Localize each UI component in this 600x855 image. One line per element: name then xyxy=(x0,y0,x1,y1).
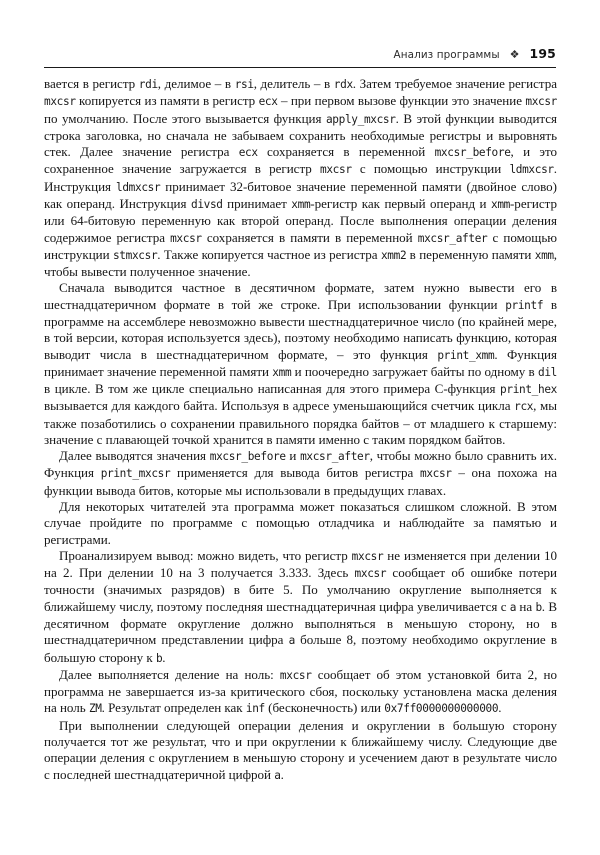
paragraph-5: Проанализируем вывод: можно видеть, что регистр mxcsr не изменяется при делении 10 на 2. При делении 10 на 3 получается 3.333. Здесь mxcsr сообщает об ошибке потери точности (значимых разрядов) в бите 5. По умолчанию округление выполняется к ближайшему числу, поэтому последняя шестнадцатеричная цифра увеличивается с a на b. В десятичном формате округление должно выполняться в меньшую сторону, но в шестнадцатеричном представлении цифра a больше 8, поэтому необходимо округление в большую сторону к b. xyxy=(44,547,557,665)
paragraph-1: вается в регистр rdi, делимое – в rsi, делитель – в rdx. Затем требуемое значение регистра mxcsr копируется из памяти в регистр ecx – при первом вызове функции это значение mxcsr по умолчанию. После этого вызывается функция apply_mxcsr. В этой функции выводится строка заголовка, но сначала не забываем сохранить необходимые регистры и выровнять стек. Далее значение регистра ecx сохраняется в переменной mxcsr_before, и это сохраненное значение загружается в регистр mxcsr с помощью инструкции ldmxcsr. Инструкция ldmxcsr принимает 32-битовое значение переменной памяти (двойное слово) как операнд. Инструкция divsd принимает xmm-регистр как первый операнд и xmm-регистр или 64-битовую переменную как второй операнд. После выполнения операции деления содержимое регистра mxcsr сохраняется в памяти в переменной mxcsr_after с помощью инструкции stmxcsr. Также копируется частное из регистра xmm2 в переменную памяти xmm, чтобы вывести полученное значение. xyxy=(44,76,558,280)
header-rule-divider xyxy=(44,67,556,68)
paragraph-7: При выполнении следующей операции деления и округлении в большую сторону получается тот же результат, что и при округлении к ближайшему числу. Следующие две операции деления с округлением в меньшую сторону и усечением дают в результате число с последней шестнадцатеричной цифрой a. xyxy=(44,717,557,782)
body-text-block xyxy=(44,76,557,784)
diamond-ornament-icon: ❖ xyxy=(509,47,520,61)
page-number: 195 xyxy=(529,46,556,61)
paragraph-2: Сначала выводится частное в десятичном формате, затем нужно вывести его в шестнадцатеричном формате в той же строке. При использовании функции printf в программе на ассемблере невозможно вывести шестнадцатеричное число (по крайней мере, в той версии, которая используется здесь), поэтому необходимо написать функцию, которая выводит числа в шестнадцатеричном формате, – это функция print_xmm. Функция принимает значение переменной памяти xmm и поочередно загружает байты по одному в dil в цикле. В том же цикле специально написанная для этого примера C-функция print_hex вызывается для каждого байта. Используя в адресе уменьшающийся счетчик цикла rcx, мы также позаботились о сохранении правильного порядка байтов – от младшего к старшему: значение с плавающей точкой хранится в памяти именно с таким порядком байтов. xyxy=(44,280,558,447)
paragraph-6: Далее выполняется деление на ноль: mxcsr сообщает об этом установкой бита 2, но программа не завершается из-за критического сбоя, поскольку установлена маска деления на ноль ZM. Результат определен как inf (бесконечность) или 0x7ff0000000000000. xyxy=(44,666,557,716)
running-head-title: Анализ программы xyxy=(393,49,500,61)
paragraph-3: Далее выводятся значения mxcsr_before и mxcsr_after, чтобы можно было сравнить их. Функция print_mxcsr применяется для вывода битов регистра mxcsr – она похожа на функции вывода битов, которые мы использовали в предыдущих главах. xyxy=(44,448,558,498)
paragraph-4: Для некоторых читателей эта программа может показаться слишком сложной. В этом случае пройдите по программе с помощью отладчика и наблюдайте за памятью и регистрами. xyxy=(44,499,557,547)
running-head xyxy=(44,46,556,66)
